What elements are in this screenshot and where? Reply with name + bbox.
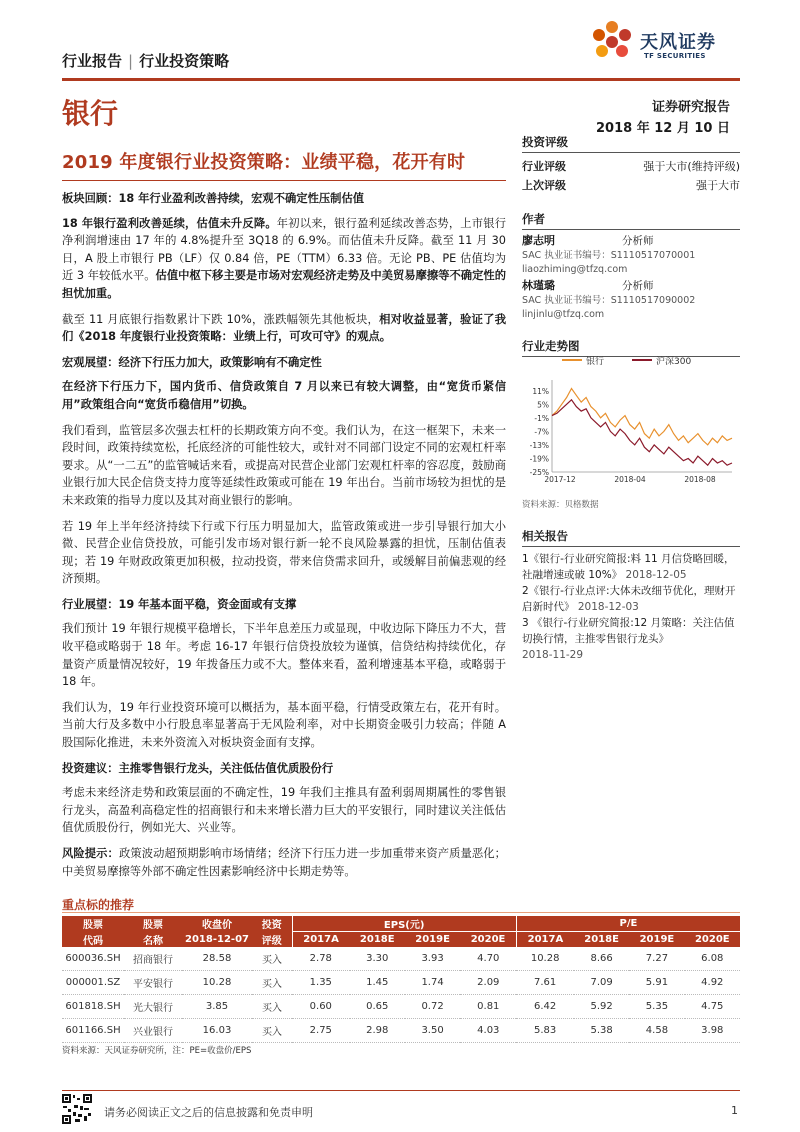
paragraph: 我们看到，监管层多次强去杠杆的长期政策方向不变。我们认为，在这一框架下，未来一段时间，政策持续宽松，托底经济的可能性较大，或针对不同部门设定不同的宏观杠杆率要求。从“一二五”的监管喊话来看，或提高对民营企业部门宏观杠杆率的容忍度，鼓励商业银行加大民企信贷支持力度等延续性政策或可能在 19 年出台。当前市场较为担忧的是未来政策的指导力度以及其对商业银行的影响。 [62, 423, 506, 507]
table-cell: 3.93 [405, 947, 460, 971]
table-row [62, 995, 740, 1019]
rating-heading: 投资评级 [522, 134, 740, 153]
table-cell: 买入 [252, 971, 292, 995]
col-head: 代码 [62, 932, 124, 947]
col-head: 股票 [62, 916, 124, 932]
table-row [62, 971, 740, 995]
table-cell: 1.45 [350, 971, 405, 995]
trend-chart-svg [522, 346, 740, 496]
table-title: 重点标的推荐 [62, 898, 135, 912]
analyst-email[interactable]: linjinlu@tfzq.com [522, 309, 605, 320]
x-tick-label: 2017-12 [544, 475, 576, 484]
table-cell: 0.65 [350, 995, 405, 1019]
table-cell: 2.75 [292, 1019, 350, 1043]
table-cell: 601166.SH [62, 1019, 124, 1043]
y-tick-label: -25% [529, 468, 549, 477]
table-cell: 28.58 [182, 947, 252, 971]
col-head: 投资 [252, 916, 292, 932]
table-cell: 000001.SZ [62, 971, 124, 995]
table-cell: 平安银行 [124, 971, 182, 995]
section-heading: 投资建议：主推零售银行龙头，关注低估值优质股份行 [62, 761, 334, 775]
table-cell: 买入 [252, 995, 292, 1019]
col-head: 2019E [405, 932, 460, 947]
doc-subtype-label: 行业投资策略 [139, 52, 230, 70]
table-header-row [62, 932, 740, 947]
table-cell: 买入 [252, 947, 292, 971]
related-report-item[interactable]: 1《银行-行业研究简报:料 11 月信贷略回暖，社融增速或破 10%》 2018-12-05 [522, 553, 735, 581]
table-cell: 3.50 [405, 1019, 460, 1043]
table-cell: 兴业银行 [124, 1019, 182, 1043]
table-cell: 7.27 [629, 947, 684, 971]
table-cell: 2.98 [350, 1019, 405, 1043]
prev-rating-row: 上次评级 强于大市 [522, 179, 740, 192]
table-cell: 6.42 [516, 995, 574, 1019]
footer-divider [62, 1090, 740, 1091]
paragraph: 考虑未来经济走势和政策层面的不确定性，19 年我们主推具有盈利弱周期属性的零售银行龙头，高盈利高稳定性的招商银行和未来增长潜力巨大的平安银行，同时建议关注低估值优质股份行，例如光大、兴业等。 [62, 786, 506, 835]
paragraph: 我们认为，19 年行业投资环境可以概括为，基本面平稳，行情受政策左右，花开有时。当前大行及多数中小行股息率显著高于无风险利率，对中长期资金吸引力较高；伴随 A 股国际化推进，未来外资流入对板块资金面有支撑。 [62, 700, 506, 750]
doc-type-label: 行业报告 [62, 52, 123, 70]
company-name-en: TF SECURITIES [644, 52, 706, 60]
paragraph: 若 19 年上半年经济持续下行或下行压力明显加大，监管政策或进一步引导银行加大小微、民营企业信贷投放，可能引发市场对银行新一轮不良风险暴露的担忧，压制估值表现；若 19 年财政政策更加积极，拉动投资，带来信贷需求回升，或缓解目前偏悲观的经济预期。 [62, 519, 506, 586]
col-head: 2017A [292, 932, 350, 947]
table-cell: 10.28 [182, 971, 252, 995]
main-body [62, 190, 506, 888]
table-cell: 买入 [252, 1019, 292, 1043]
table-cell: 5.38 [574, 1019, 629, 1043]
table-cell: 600036.SH [62, 947, 124, 971]
related-reports [522, 528, 740, 663]
table-cell: 6.08 [685, 947, 740, 971]
table-cell: 2.78 [292, 947, 350, 971]
paragraph: 截至 11 月底银行指数累计下跌 10%，涨跌幅领先其他板块，相对收益显著，验证了我们《2018 年度银行业投资策略：业绩上行，可攻可守》的观点。 [62, 312, 506, 344]
chart-source: 资料来源：贝格数据 [522, 500, 599, 510]
table-cell: 4.58 [629, 1019, 684, 1043]
table-cell: 2.09 [460, 971, 516, 995]
table-cell: 16.03 [182, 1019, 252, 1043]
col-head: 2019E [629, 932, 684, 947]
industry-rating-row: 行业评级 强于大市(维持评级) [522, 160, 740, 173]
table-cell: 10.28 [516, 947, 574, 971]
table-row [62, 1019, 740, 1043]
footer-disclaimer[interactable]: 请务必阅读正文之后的信息披露和免责申明 [104, 1106, 313, 1119]
stock-table [62, 916, 740, 1043]
table-cell: 4.70 [460, 947, 516, 971]
section-heading: 宏观展望：经济下行压力加大，政策影响有不确定性 [62, 355, 322, 369]
company-name: 天风证券 [640, 32, 716, 53]
title-divider [62, 180, 506, 181]
analyst-email[interactable]: liaozhiming@tfzq.com [522, 264, 628, 275]
page-number: 1 [731, 1104, 738, 1117]
top-divider [62, 78, 740, 81]
flower-logo-icon [588, 18, 636, 66]
y-tick-label: -7% [534, 427, 549, 437]
x-tick-label: 2018-04 [614, 475, 646, 484]
series-line [552, 400, 732, 465]
legend-label: 银行 [586, 357, 605, 367]
qr-code-icon [62, 1094, 92, 1124]
col-head: 名称 [124, 932, 182, 947]
table-cell: 5.91 [629, 971, 684, 995]
y-tick-label: -19% [529, 454, 549, 464]
table-cell: 5.83 [516, 1019, 574, 1043]
table-cell: 4.03 [460, 1019, 516, 1043]
table-row [62, 947, 740, 971]
col-head: 评级 [252, 932, 292, 947]
table-cell: 招商银行 [124, 947, 182, 971]
doc-type: 行业报告 | 行业投资策略 [62, 52, 230, 70]
table-divider [62, 912, 740, 913]
table-cell: 1.35 [292, 971, 350, 995]
related-report-item[interactable]: 2《银行-行业点评:大体未改细节优化，理财开启新时代》 2018-12-03 [522, 585, 736, 613]
risk-paragraph: 风险提示：政策波动超预期影响市场情绪；经济下行压力进一步加重带来资产质量恶化；中美贸易摩擦等外部不确定性因素影响经济中长期走势等。 [62, 847, 506, 878]
table-cell: 3.85 [182, 995, 252, 1019]
report-title: 2019 年度银行业投资策略：业绩平稳，花开有时 [62, 152, 466, 173]
col-head: 2020E [460, 932, 516, 947]
table-cell: 7.09 [574, 971, 629, 995]
series-line [552, 389, 732, 445]
table-cell: 0.81 [460, 995, 516, 1019]
table-cell: 4.75 [685, 995, 740, 1019]
table-cell: 5.35 [629, 995, 684, 1019]
col-head: 2018E [350, 932, 405, 947]
table-cell: 3.30 [350, 947, 405, 971]
sector-title: 银行 [62, 97, 119, 130]
y-tick-label: -1% [534, 413, 549, 423]
col-head: 股票 [124, 916, 182, 932]
col-head: 2018-12-07 [182, 932, 252, 947]
paragraph: 在经济下行压力下，国内货币、信贷政策自 7 月以来已有较大调整，由“宽货币紧信用”政策组合向“宽货币稳信用”切换。 [62, 380, 506, 411]
col-head: 收盘价 [182, 916, 252, 932]
author-heading: 作者 [522, 211, 740, 230]
table-note: 资料来源：天风证券研究所，注：PE=收盘价/EPS [62, 1046, 252, 1056]
company-logo [588, 18, 740, 70]
table-cell: 光大银行 [124, 995, 182, 1019]
table-cell: 1.74 [405, 971, 460, 995]
y-tick-label: 5% [537, 400, 549, 410]
analyst-card: 廖志明 分析师 SAC 执业证书编号：S1110517070001 liaozhiming@tfzq.com [522, 234, 740, 277]
trend-heading: 行业走势图 [522, 338, 740, 357]
col-head: 2020E [685, 932, 740, 947]
section-heading: 板块回顾：18 年行业盈利改善持续，宏观不确定性压制估值 [62, 192, 365, 205]
y-tick-label: -13% [529, 440, 549, 450]
table-cell: 0.72 [405, 995, 460, 1019]
col-head: 2018E [574, 932, 629, 947]
report-kind: 证券研究报告 [651, 100, 730, 115]
table-cell: 8.66 [574, 947, 629, 971]
col-head: 2017A [516, 932, 574, 947]
analyst-card: 林瑾璐 分析师 SAC 执业证书编号：S1110517090002 linjinlu@tfzq.com [522, 279, 740, 322]
y-tick-label: 11% [532, 386, 549, 396]
table-cell: 601818.SH [62, 995, 124, 1019]
paragraph: 我们预计 19 年银行规模平稳增长，下半年息差压力或显现，中收边际下降压力不大，营收平稳或略弱于 18 年。考虑 16-17 年银行信贷投放较为谨慎，信贷结构持续优化，存量资产质量情况较好，19 年拨备压力或不大。整体来看，盈利增速基本平稳，或略弱于 18 年。 [62, 622, 506, 689]
trend-chart [522, 346, 740, 496]
table-cell: 7.61 [516, 971, 574, 995]
col-group-pe: P/E [516, 916, 740, 932]
report-date: 2018 年 12 月 10 日 [596, 121, 730, 136]
table-cell: 5.92 [574, 995, 629, 1019]
table-cell: 0.60 [292, 995, 350, 1019]
table-header-row [62, 916, 740, 932]
section-heading: 行业展望：19 年基本面平稳，资金面或有支撑 [62, 597, 297, 611]
col-group-eps: EPS(元) [292, 916, 516, 932]
legend-label: 沪深300 [656, 357, 692, 367]
table-cell: 3.98 [685, 1019, 740, 1043]
related-report-item[interactable]: 3 《银行-行业研究简报:12 月策略：关注估值切换行情，主推零售银行龙头》 2018-11-29 [522, 617, 735, 661]
related-heading: 相关报告 [522, 528, 740, 547]
paragraph: 18 年银行盈利改善延续，估值未升反降。年初以来，银行盈利延续改善态势，上市银行净利润增速由 17 年的 4.8%提升至 3Q18 的 6.9%。而估值未升反降。截至 11 月 30 日，A 股上市银行 PB（LF）仅 0.84 倍，PE（TTM）6.33 倍。无论 PB、PE 估值均为近 3 年较低水平。估值中枢下移主要是市场对宏观经济走势及中美贸易摩擦等不确定性的担忧加重。 [62, 216, 506, 300]
x-tick-label: 2018-08 [684, 475, 716, 484]
sidebar [522, 134, 740, 361]
table-cell: 4.92 [685, 971, 740, 995]
